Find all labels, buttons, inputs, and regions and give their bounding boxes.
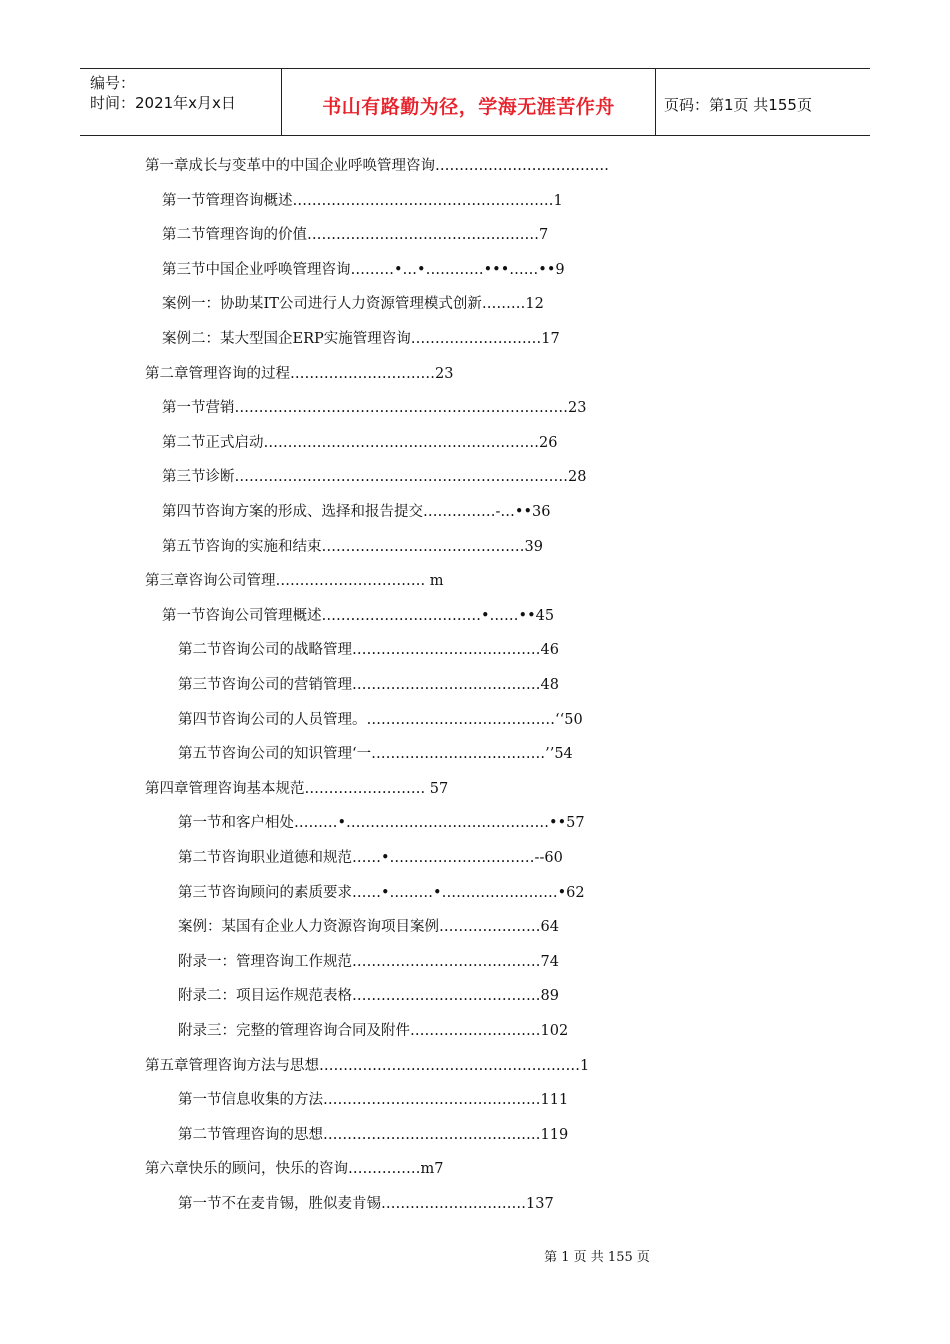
toc-entry: 第三节咨询公司的营销管理…………………………………48 bbox=[178, 677, 559, 693]
toc-entry: 第一节营销……………………………………………………………23 bbox=[162, 400, 587, 417]
toc-entry: 第一节不在麦肯锡，胜似麦肯锡…………………………137 bbox=[178, 1196, 554, 1212]
toc-entry: 第三节咨询顾问的素质要求……•………•……………………•62 bbox=[178, 884, 585, 901]
toc-entry: 附录一：管理咨询工作规范…………………………………74 bbox=[178, 953, 559, 970]
toc-entry: 第四节咨询公司的人员管理。…………………………………‘‘50 bbox=[178, 711, 583, 728]
toc-entry: 第一节信息收集的方法………………………………………111 bbox=[178, 1092, 569, 1109]
number-label: 编号： bbox=[90, 74, 136, 92]
toc-entry: 附录三：完整的管理咨询合同及附件………………………102 bbox=[178, 1023, 569, 1039]
toc-entry: 第二节管理咨询的思想………………………………………119 bbox=[178, 1126, 569, 1143]
toc-entry: 第五节咨询的实施和结束……………………………………39 bbox=[162, 538, 543, 555]
toc-entry: 第一节和客户相处………•……………………………………••57 bbox=[178, 815, 585, 832]
toc-entry: 第二节咨询职业道德和规范……•…………………………--60 bbox=[178, 850, 563, 866]
toc-entry: 第六章快乐的顾问，快乐的咨询……………m7 bbox=[145, 1161, 444, 1178]
toc-entry: 第三节诊断……………………………………………………………28 bbox=[162, 469, 587, 486]
toc-entry: 案例：某国有企业人力资源咨询项目案例…………………64 bbox=[178, 919, 559, 936]
toc-entry: 第二节管理咨询的价值…………………………………………7 bbox=[162, 227, 549, 244]
toc-entry: 第五章管理咨询方法与思想………………………………………………1 bbox=[145, 1057, 590, 1074]
toc-entry: 第二节正式启动…………………………………………………26 bbox=[162, 434, 558, 451]
toc-entry: 案例一：协助某IT公司进行人力资源管理模式创新………12 bbox=[162, 296, 544, 313]
toc-entry: 第四节咨询方案的形成、选择和报告提交……………-…••36 bbox=[162, 504, 551, 520]
toc-entry: 第四章管理咨询基本规范……………………. 57 bbox=[145, 780, 449, 797]
toc-entry: 第二章管理咨询的过程…………………………23 bbox=[145, 365, 454, 382]
toc-entry: 第五节咨询公司的知识管理‘一………………………………’’54 bbox=[178, 746, 573, 763]
toc-entry: 第三节中国企业呼唤管理咨询………•…•…………•••……••9 bbox=[162, 261, 565, 278]
toc-entry: 第三章咨询公司管理…………………………. m bbox=[145, 573, 444, 590]
toc-entry: 第二节咨询公司的战略管理…………………………………46 bbox=[178, 642, 559, 659]
toc-entry: 第一节咨询公司管理概述……………………………•……••45 bbox=[162, 607, 555, 624]
date-label: 时间：2021年x月x日 bbox=[90, 94, 236, 112]
toc-entry: 第一章成长与变革中的中国企业呼唤管理咨询……………………………… bbox=[145, 158, 609, 174]
header-meta bbox=[80, 69, 282, 135]
page-header bbox=[80, 68, 870, 136]
page-info: 页码：第1页 共155页 bbox=[664, 95, 812, 114]
toc-entry: 第一节管理咨询概述………………………………………………1 bbox=[162, 192, 563, 209]
toc-entry: 附录二：项目运作规范表格…………………………………89 bbox=[178, 988, 559, 1005]
motto: 书山有路勤为径，学海无涯苦作舟 bbox=[282, 69, 656, 135]
toc-entry: 案例二：某大型国企ERP实施管理咨询………………………17 bbox=[162, 331, 560, 347]
page-footer: 第 1 页 共 155 页 bbox=[544, 1250, 650, 1265]
